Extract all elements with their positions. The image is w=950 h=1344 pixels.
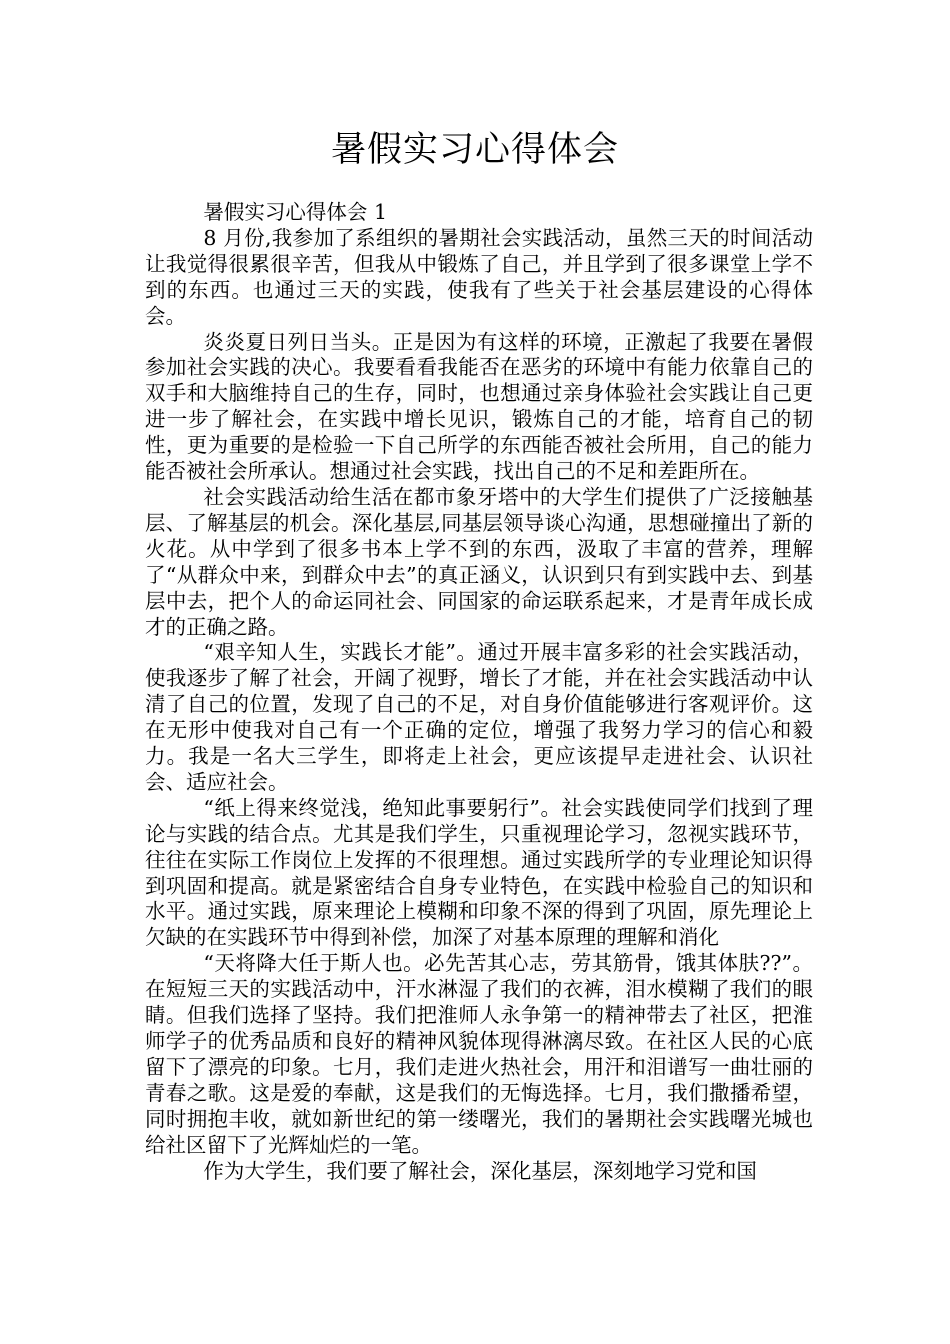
document-body bbox=[145, 200, 813, 1184]
section-heading: 暑假实习心得体会 1 bbox=[203, 200, 387, 224]
paragraph: “艰辛知人生，实践长才能”。通过开展丰富多彩的社会实践活动，使我逐步了解了社会，开阔了视野，增长了才能，并在社会实践活动中认清了自己的位置，发现了自己的不足，对自身价值能够进行客观评价。这在无形中使我对自己有一个正确的定位，增强了我努力学习的信心和毅力。我是一名大三学生，即将走上社会，更应该提早走进社会、认识社会、适应社会。 bbox=[145, 640, 813, 794]
paragraph: “天将降大任于斯人也。必先苦其心志，劳其筋骨，饿其体肤??”。在短短三天的实践活动中，汗水淋湿了我们的衣裤，泪水模糊了我们的眼睛。但我们选择了坚持。我们把淮师人永争第一的精神带去了社区，把淮师学子的优秀品质和良好的精神风貌体现得淋漓尽致。在社区人民的心底留下了漂亮的印象。七月，我们走进火热社会，用汗和泪谱写一曲壮丽的青春之歌。这是爱的奉献，这是我们的无悔选择。七月，我们撒播希望，同时拥抱丰收，就如新世纪的第一缕曙光，我们的暑期社会实践曙光城也给社区留下了光辉灿烂的一笔。 bbox=[145, 951, 813, 1157]
paragraph: 炎炎夏日列日当头。正是因为有这样的环境，正激起了我要在暑假参加社会实践的决心。我要看看我能否在恶劣的环境中有能力依靠自己的双手和大脑维持自己的生存，同时，也想通过亲身体验社会实践让自己更进一步了解社会，在实践中增长见识，锻炼自己的才能，培育自己的韧性，更为重要的是检验一下自己所学的东西能否被社会所用，自己的能力能否被社会所承认。想通过社会实践，找出自己的不足和差距所在。 bbox=[145, 329, 813, 484]
paragraph: 作为大学生，我们要了解社会，深化基层，深刻地学习党和国 bbox=[203, 1158, 757, 1183]
document-title: 暑假实习心得体会 bbox=[330, 130, 619, 170]
paragraph: 8 月份,我参加了系组织的暑期社会实践活动，虽然三天的时间活动让我觉得很累很辛苦，但我从中锻炼了自己，并且学到了很多课堂上学不到的东西。也通过三天的实践，使我有了些关于社会基层建设的心得体会。 bbox=[145, 225, 813, 328]
paragraph: “纸上得来终觉浅，绝知此事要躬行”。社会实践使同学们找到了理论与实践的结合点。尤其是我们学生，只重视理论学习，忽视实践环节，往往在实际工作岗位上发挥的不很理想。通过实践所学的专业理论知识得到巩固和提高。就是紧密结合自身专业特色，在实践中检验自己的知识和水平。通过实践，原来理论上模糊和印象不深的得到了巩固，原先理论上欠缺的在实践环节中得到补偿，加深了对基本原理的理解和消化 bbox=[145, 795, 813, 950]
paragraph: 社会实践活动给生活在都市象牙塔中的大学生们提供了广泛接触基层、了解基层的机会。深化基层,同基层领导谈心沟通，思想碰撞出了新的火花。从中学到了很多书本上学不到的东西，汲取了丰富的营养，理解了“从群众中来，到群众中去”的真正涵义，认识到只有到实践中去、到基层中去，把个人的命运同社会、同国家的命运联系起来，才是青年成长成才的正确之路。 bbox=[145, 484, 813, 639]
